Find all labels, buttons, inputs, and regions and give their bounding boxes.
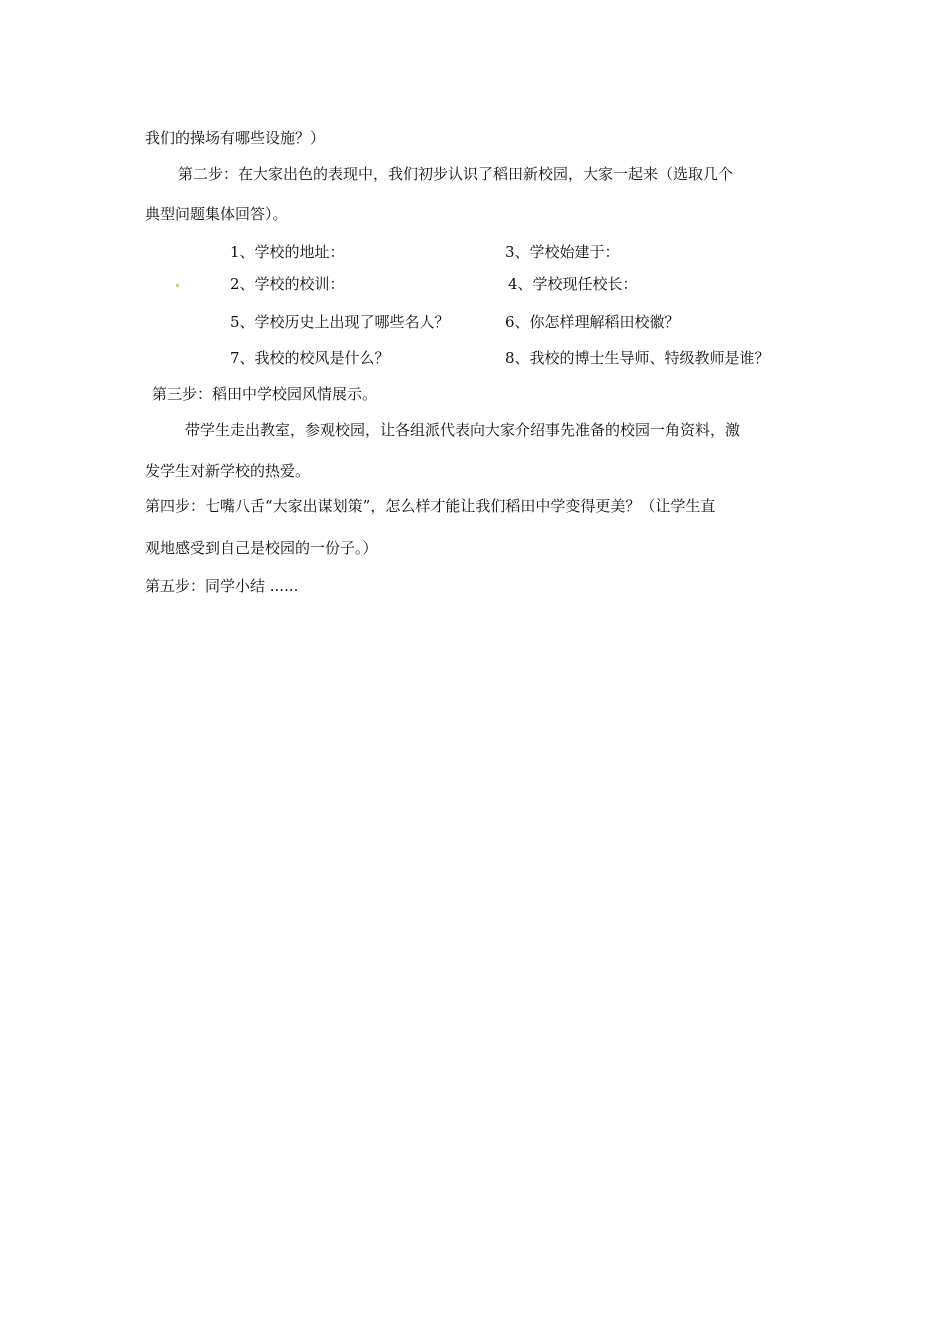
- question-item: 5、学校历史上出现了哪些名人？: [230, 313, 450, 331]
- question-item: 3、学校始建于：: [505, 243, 620, 261]
- paragraph-line: 我们的操场有哪些设施？）: [145, 129, 326, 147]
- question-item: 6、你怎样理解稻田校徽？: [505, 313, 680, 331]
- step3-title: 第三步：稻田中学校园风情展示。: [152, 385, 378, 403]
- step2-paragraph-line: 第二步：在大家出色的表现中，我们初步认识了稻田新校园，大家一起来（选取几个: [178, 165, 734, 183]
- question-item: 2、学校的校训：: [230, 275, 345, 293]
- step4-paragraph-line: 观地感受到自己是校园的一份子。）: [145, 539, 378, 557]
- question-item: 4、学校现任校长：: [508, 275, 638, 293]
- step2-paragraph-line: 典型问题集体回答）。: [145, 205, 288, 223]
- marker-dot: [176, 284, 179, 287]
- step3-paragraph-line: 带学生走出教室，参观校园，让各组派代表向大家介绍事先准备的校园一角资料，激: [185, 421, 741, 439]
- question-item: 8、我校的博士生导师、特级教师是谁？: [505, 349, 770, 367]
- question-item: 1、学校的地址：: [230, 243, 345, 261]
- step4-paragraph-line: 第四步：七嘴八舌“大家出谋划策”，怎么样才能让我们稻田中学变得更美？（让学生直: [145, 497, 716, 515]
- question-item: 7、我校的校风是什么？: [230, 349, 390, 367]
- step3-paragraph-line: 发学生对新学校的热爱。: [145, 462, 311, 480]
- step5-line: 第五步：同学小结 ......: [145, 577, 299, 595]
